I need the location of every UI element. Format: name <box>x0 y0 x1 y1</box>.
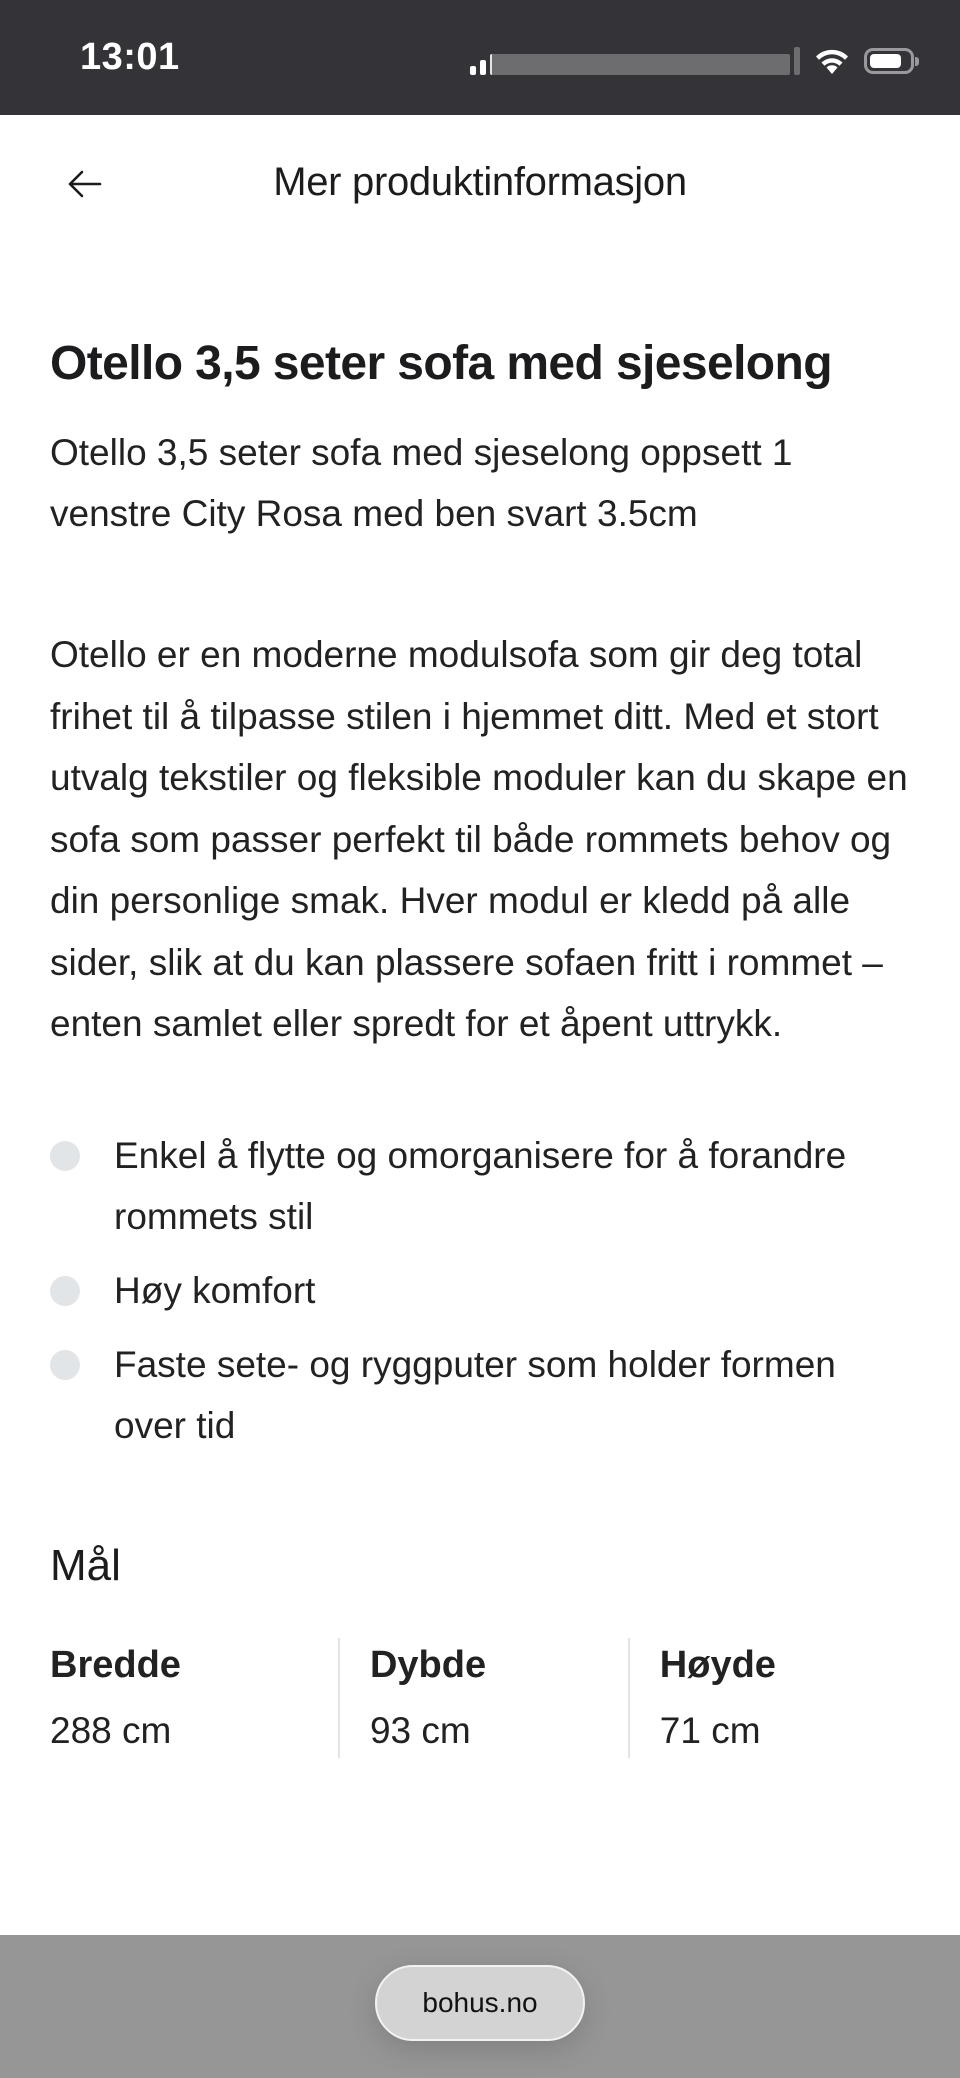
bullet-icon <box>50 1350 80 1380</box>
dimension-label: Bredde <box>50 1643 181 1686</box>
battery-icon <box>864 48 914 74</box>
product-title: Otello 3,5 seter sofa med sjeselong <box>50 337 832 390</box>
nav-header <box>0 115 960 255</box>
product-subtitle: Otello 3,5 seter sofa med sjeselong oppsett 1 venstre City Rosa med ben svart 3.5cm <box>50 432 793 534</box>
dimension-value: 71 cm <box>659 1709 761 1751</box>
status-icons <box>470 44 914 78</box>
browser-bottom-bar <box>0 1935 960 2078</box>
page-title: Mer produktinformasjon <box>273 160 687 204</box>
feature-text: Enkel å flytte og omorganisere for å forandre rommets stil <box>114 1134 847 1237</box>
cellular-signal-icon <box>470 47 800 75</box>
dimension-value: 288 cm <box>50 1709 172 1751</box>
dimension-label: Dybde <box>369 1643 487 1686</box>
product-description: Otello er en moderne modulsofa som gir deg total frihet til å tilpasse stilen i hjemmet ditt. Med et stort utvalg tekstiler og fleksible moduler kan du skape en sofa som passer perfekt til både rommets behov og din personlige smak. Hver modul er kledd på alle sider, slik at du kan plassere sofaen fritt i rommet – enten samlet eller spredt for et åpent uttrykk. <box>50 634 908 1044</box>
dimension-depth <box>338 1638 628 1758</box>
feature-item <box>50 1334 912 1456</box>
url-bar[interactable]: bohus.no <box>375 1965 585 2041</box>
dimensions-heading: Mål <box>50 1540 121 1590</box>
bullet-icon <box>50 1141 80 1171</box>
dimension-value: 93 cm <box>369 1709 471 1751</box>
bullet-icon <box>50 1276 80 1306</box>
feature-item <box>50 1260 912 1321</box>
product-info <box>50 330 912 1758</box>
feature-list <box>50 1125 912 1456</box>
feature-item <box>50 1125 912 1247</box>
wifi-icon <box>814 47 850 75</box>
status-time: 13:01 <box>80 36 180 78</box>
status-bar <box>0 0 960 115</box>
dimension-height <box>628 1638 912 1758</box>
dimension-label: Høyde <box>659 1643 776 1686</box>
dimension-width <box>50 1638 338 1758</box>
feature-text: Høy komfort <box>114 1269 316 1311</box>
feature-text: Faste sete- og ryggputer som holder formen over tid <box>114 1343 836 1446</box>
dimensions-table <box>50 1638 912 1758</box>
